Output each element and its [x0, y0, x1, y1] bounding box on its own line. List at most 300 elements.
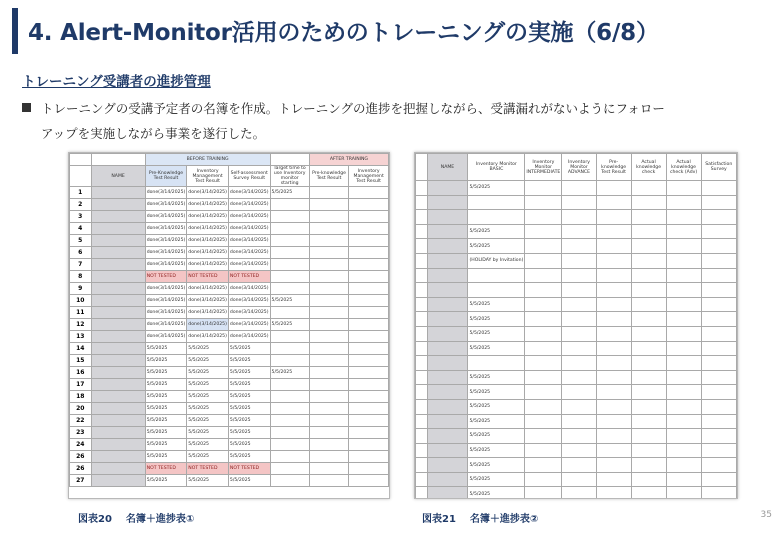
status-cell [525, 370, 562, 385]
status-cell [349, 379, 389, 391]
table-row [416, 283, 737, 298]
status-cell: 5/5/2025 [468, 326, 525, 341]
status-cell [270, 415, 309, 427]
status-cell: (HOLIDAY by Invitation) [468, 253, 525, 268]
status-cell [701, 414, 736, 429]
status-cell [631, 429, 666, 444]
status-cell: 5/5/2025 [145, 355, 187, 367]
status-cell [525, 224, 562, 239]
status-cell [309, 307, 348, 319]
row-number [416, 443, 428, 458]
status-cell [562, 458, 596, 473]
status-cell [270, 331, 309, 343]
status-cell [349, 307, 389, 319]
status-cell [701, 341, 736, 356]
header-col4: Target time to use Inventory monitor starting [270, 166, 309, 187]
status-cell: 5/5/2025 [145, 367, 187, 379]
status-cell [309, 403, 348, 415]
status-cell [596, 283, 631, 298]
status-cell [701, 181, 736, 196]
header-col1: Pre-Knowledge Test Result [145, 166, 187, 187]
row-number [416, 268, 428, 283]
status-cell [631, 385, 666, 400]
status-cell [270, 199, 309, 211]
status-cell [701, 443, 736, 458]
row-number: 26 [70, 463, 92, 475]
status-cell [349, 451, 389, 463]
header-col7: Satisfaction Survey [701, 154, 736, 181]
status-cell [596, 224, 631, 239]
status-cell [666, 283, 701, 298]
row-number [416, 370, 428, 385]
status-cell: 5/5/2025 [187, 439, 229, 451]
status-cell: 5/5/2025 [187, 451, 229, 463]
row-number: 13 [70, 331, 92, 343]
status-cell: 5/5/2025 [468, 341, 525, 356]
table-row [416, 472, 737, 487]
status-cell: 5/5/2025 [468, 297, 525, 312]
row-number: 3 [70, 211, 92, 223]
roster-table-2 [415, 153, 737, 499]
status-cell [631, 399, 666, 414]
status-cell [701, 312, 736, 327]
row-number [416, 399, 428, 414]
status-cell: done(3/14/2025) [228, 247, 270, 259]
table-row [416, 297, 737, 312]
status-cell [349, 211, 389, 223]
name-cell [427, 356, 468, 371]
status-cell [468, 268, 525, 283]
status-cell [309, 391, 348, 403]
status-cell [701, 253, 736, 268]
name-cell [427, 458, 468, 473]
status-cell [666, 429, 701, 444]
name-cell [91, 307, 145, 319]
status-cell: 5/5/2025 [468, 312, 525, 327]
status-cell [701, 487, 736, 499]
status-cell [525, 253, 562, 268]
status-cell [596, 429, 631, 444]
status-cell [596, 239, 631, 254]
status-cell [562, 472, 596, 487]
status-cell [562, 443, 596, 458]
name-cell [91, 415, 145, 427]
status-cell: 5/5/2025 [228, 427, 270, 439]
status-cell [270, 451, 309, 463]
header-col4: Pre-knowledge Test Result [596, 154, 631, 181]
status-cell [349, 355, 389, 367]
name-cell [91, 235, 145, 247]
name-cell [427, 297, 468, 312]
status-cell [596, 399, 631, 414]
status-cell [270, 211, 309, 223]
status-cell [309, 235, 348, 247]
row-number: 23 [70, 427, 92, 439]
status-cell: 5/5/2025 [468, 472, 525, 487]
status-cell [349, 259, 389, 271]
status-cell [468, 283, 525, 298]
name-cell [427, 326, 468, 341]
row-number [416, 195, 428, 210]
status-cell [525, 443, 562, 458]
status-cell [631, 195, 666, 210]
row-number: 24 [70, 439, 92, 451]
roster-progress-table-1 [68, 152, 390, 499]
status-cell [349, 415, 389, 427]
table-row [70, 271, 389, 283]
status-cell: 5/5/2025 [468, 487, 525, 499]
status-cell: 5/5/2025 [468, 181, 525, 196]
status-cell [562, 487, 596, 499]
status-cell [270, 235, 309, 247]
status-cell [701, 458, 736, 473]
status-cell [562, 239, 596, 254]
row-number: 1 [70, 187, 92, 199]
status-cell [701, 429, 736, 444]
header-name: NAME [91, 166, 145, 187]
roster-progress-table-2 [414, 152, 738, 499]
caption-figure-21 [422, 510, 538, 525]
table-row [416, 458, 737, 473]
status-cell: 5/5/2025 [145, 403, 187, 415]
status-cell [701, 399, 736, 414]
status-cell: done(3/14/2025) [187, 247, 229, 259]
status-cell [309, 187, 348, 199]
status-cell [631, 458, 666, 473]
row-number [416, 312, 428, 327]
status-cell [596, 356, 631, 371]
status-cell: done(3/14/2025) [228, 283, 270, 295]
status-cell [349, 199, 389, 211]
row-number: 18 [70, 391, 92, 403]
status-cell: 5/5/2025 [187, 391, 229, 403]
table-row [416, 370, 737, 385]
status-cell [525, 268, 562, 283]
status-cell [596, 195, 631, 210]
status-cell [666, 472, 701, 487]
status-cell: done(3/14/2025) [145, 235, 187, 247]
status-cell [666, 326, 701, 341]
status-cell [349, 403, 389, 415]
row-number: 17 [70, 379, 92, 391]
status-cell [701, 283, 736, 298]
status-cell [468, 195, 525, 210]
column-header-row [70, 166, 389, 187]
status-cell: 5/5/2025 [187, 475, 229, 487]
status-cell [309, 415, 348, 427]
name-cell [427, 487, 468, 499]
status-cell: done(3/14/2025) [187, 319, 229, 331]
row-number [416, 341, 428, 356]
status-cell: 5/5/2025 [145, 391, 187, 403]
name-cell [427, 385, 468, 400]
status-cell [631, 341, 666, 356]
header-col3: Inventory Monitor ADVANCE [562, 154, 596, 181]
status-cell: 5/5/2025 [187, 379, 229, 391]
name-cell [427, 399, 468, 414]
status-cell: 5/5/2025 [187, 427, 229, 439]
status-cell [562, 181, 596, 196]
group-before-training: BEFORE TRAINING [145, 154, 270, 166]
status-cell [562, 195, 596, 210]
table-row [70, 187, 389, 199]
row-number: 6 [70, 247, 92, 259]
status-cell [631, 414, 666, 429]
row-number: 15 [70, 355, 92, 367]
row-number: 16 [70, 367, 92, 379]
header-col6: Actual knowledge check (Adv) [666, 154, 701, 181]
table-row [70, 415, 389, 427]
status-cell [309, 271, 348, 283]
header-col1: Inventory Monitor BASIC [468, 154, 525, 181]
row-number: 11 [70, 307, 92, 319]
status-cell [631, 181, 666, 196]
status-cell [525, 399, 562, 414]
column-header-row [416, 154, 737, 181]
bullet-square-icon [22, 103, 31, 112]
table-row [416, 326, 737, 341]
status-cell: 5/5/2025 [468, 370, 525, 385]
status-cell: done(3/14/2025) [187, 223, 229, 235]
status-cell [270, 343, 309, 355]
table-row [416, 224, 737, 239]
status-cell [631, 283, 666, 298]
status-cell [349, 235, 389, 247]
header-col3: Self-assessment Survey Result [228, 166, 270, 187]
status-cell [468, 356, 525, 371]
status-cell [309, 319, 348, 331]
status-cell: 5/5/2025 [270, 319, 309, 331]
row-number: 14 [70, 343, 92, 355]
row-number: 26 [70, 451, 92, 463]
status-cell [666, 253, 701, 268]
status-cell [666, 414, 701, 429]
status-cell [596, 210, 631, 225]
status-cell [701, 385, 736, 400]
status-cell [309, 463, 348, 475]
status-cell: done(3/14/2025) [187, 307, 229, 319]
table-row [70, 319, 389, 331]
table-row [70, 223, 389, 235]
status-cell: done(3/14/2025) [145, 307, 187, 319]
status-cell [309, 295, 348, 307]
table-row [70, 247, 389, 259]
status-cell [525, 326, 562, 341]
status-cell [349, 295, 389, 307]
name-cell [91, 391, 145, 403]
status-cell [666, 181, 701, 196]
status-cell [525, 210, 562, 225]
header-col2: Inventory Monitor INTERMEDIATE [525, 154, 562, 181]
name-cell [91, 259, 145, 271]
status-cell [309, 331, 348, 343]
status-cell: 5/5/2025 [468, 414, 525, 429]
status-cell [666, 268, 701, 283]
status-cell [525, 181, 562, 196]
name-cell [91, 319, 145, 331]
status-cell [596, 341, 631, 356]
title-accent-bar [12, 8, 18, 54]
table-row [70, 283, 389, 295]
table-row [70, 451, 389, 463]
table-row [70, 259, 389, 271]
status-cell [631, 472, 666, 487]
status-cell: 5/5/2025 [270, 367, 309, 379]
status-cell: NOT TESTED [187, 271, 229, 283]
table-row [416, 487, 737, 499]
table-row [416, 268, 737, 283]
status-cell [525, 195, 562, 210]
row-number [416, 181, 428, 196]
status-cell [349, 319, 389, 331]
row-number: 5 [70, 235, 92, 247]
status-cell [562, 385, 596, 400]
status-cell: 5/5/2025 [187, 403, 229, 415]
row-number: 4 [70, 223, 92, 235]
table-row [70, 211, 389, 223]
status-cell: done(3/14/2025) [228, 331, 270, 343]
row-number [416, 429, 428, 444]
name-cell [91, 331, 145, 343]
status-cell [349, 343, 389, 355]
status-cell: done(3/14/2025) [187, 235, 229, 247]
status-cell [701, 268, 736, 283]
name-cell [91, 295, 145, 307]
name-cell [91, 199, 145, 211]
status-cell: 5/5/2025 [187, 343, 229, 355]
status-cell [562, 414, 596, 429]
status-cell [701, 472, 736, 487]
status-cell: 5/5/2025 [228, 415, 270, 427]
name-cell [91, 427, 145, 439]
status-cell [349, 463, 389, 475]
status-cell [270, 391, 309, 403]
status-cell: done(3/14/2025) [228, 187, 270, 199]
status-cell: done(3/14/2025) [228, 223, 270, 235]
status-cell [666, 224, 701, 239]
status-cell [666, 195, 701, 210]
status-cell: 5/5/2025 [228, 403, 270, 415]
table-row [416, 210, 737, 225]
status-cell [562, 341, 596, 356]
status-cell [666, 370, 701, 385]
table-row [416, 356, 737, 371]
group-after-training: AFTER TRAINING [309, 154, 388, 166]
status-cell [631, 443, 666, 458]
status-cell: done(3/14/2025) [145, 211, 187, 223]
status-cell [701, 239, 736, 254]
status-cell [701, 326, 736, 341]
table-row [416, 429, 737, 444]
table-row [70, 379, 389, 391]
status-cell [309, 223, 348, 235]
status-cell: 5/5/2025 [468, 385, 525, 400]
status-cell [562, 399, 596, 414]
status-cell: done(3/14/2025) [145, 331, 187, 343]
status-cell [349, 427, 389, 439]
status-cell [349, 187, 389, 199]
name-cell [427, 181, 468, 196]
status-cell: 5/5/2025 [468, 224, 525, 239]
status-cell [309, 475, 348, 487]
status-cell [309, 427, 348, 439]
status-cell: 5/5/2025 [228, 475, 270, 487]
name-cell [91, 271, 145, 283]
name-cell [91, 379, 145, 391]
row-number: 27 [70, 475, 92, 487]
status-cell [270, 379, 309, 391]
row-number [416, 210, 428, 225]
name-cell [427, 414, 468, 429]
status-cell [631, 268, 666, 283]
status-cell [525, 414, 562, 429]
header-col5: Actual knowledge check [631, 154, 666, 181]
bullet-text-line1: トレーニングの受講予定者の名簿を作成。トレーニングの進捗を把握しながら、受講漏れがないようにフォロー [41, 101, 665, 116]
table-row [416, 341, 737, 356]
status-cell: 5/5/2025 [187, 355, 229, 367]
table-row [70, 235, 389, 247]
name-cell [91, 439, 145, 451]
status-cell: 5/5/2025 [228, 355, 270, 367]
status-cell [596, 297, 631, 312]
status-cell [666, 341, 701, 356]
status-cell: done(3/14/2025) [145, 187, 187, 199]
section-subheading: トレーニング受講者の進捗管理 [22, 74, 211, 90]
status-cell [349, 391, 389, 403]
status-cell: done(3/14/2025) [228, 259, 270, 271]
table-row [70, 307, 389, 319]
status-cell [631, 239, 666, 254]
status-cell: done(3/14/2025) [145, 259, 187, 271]
status-cell [666, 312, 701, 327]
table-row [70, 475, 389, 487]
status-cell [270, 439, 309, 451]
status-cell [631, 297, 666, 312]
status-cell [525, 297, 562, 312]
status-cell [525, 429, 562, 444]
status-cell: done(3/14/2025) [228, 295, 270, 307]
table-row [416, 414, 737, 429]
status-cell [270, 427, 309, 439]
row-number [416, 283, 428, 298]
status-cell: 5/5/2025 [145, 415, 187, 427]
status-cell: 5/5/2025 [468, 239, 525, 254]
status-cell [270, 463, 309, 475]
status-cell [349, 223, 389, 235]
status-cell: done(3/14/2025) [228, 199, 270, 211]
bullet-text-line2: アップを実施しながら事業を遂行した。 [41, 126, 266, 141]
status-cell [525, 283, 562, 298]
name-cell [91, 211, 145, 223]
status-cell: 5/5/2025 [228, 439, 270, 451]
status-cell [562, 268, 596, 283]
figure-caption: 名簿＋進捗表② [469, 514, 539, 525]
status-cell [666, 356, 701, 371]
status-cell [631, 312, 666, 327]
status-cell [562, 297, 596, 312]
status-cell: 5/5/2025 [145, 427, 187, 439]
status-cell [270, 271, 309, 283]
row-number [416, 253, 428, 268]
status-cell [562, 210, 596, 225]
status-cell [270, 355, 309, 367]
name-cell [91, 463, 145, 475]
status-cell [525, 239, 562, 254]
row-number [416, 224, 428, 239]
row-number [416, 414, 428, 429]
status-cell [309, 259, 348, 271]
status-cell [270, 403, 309, 415]
